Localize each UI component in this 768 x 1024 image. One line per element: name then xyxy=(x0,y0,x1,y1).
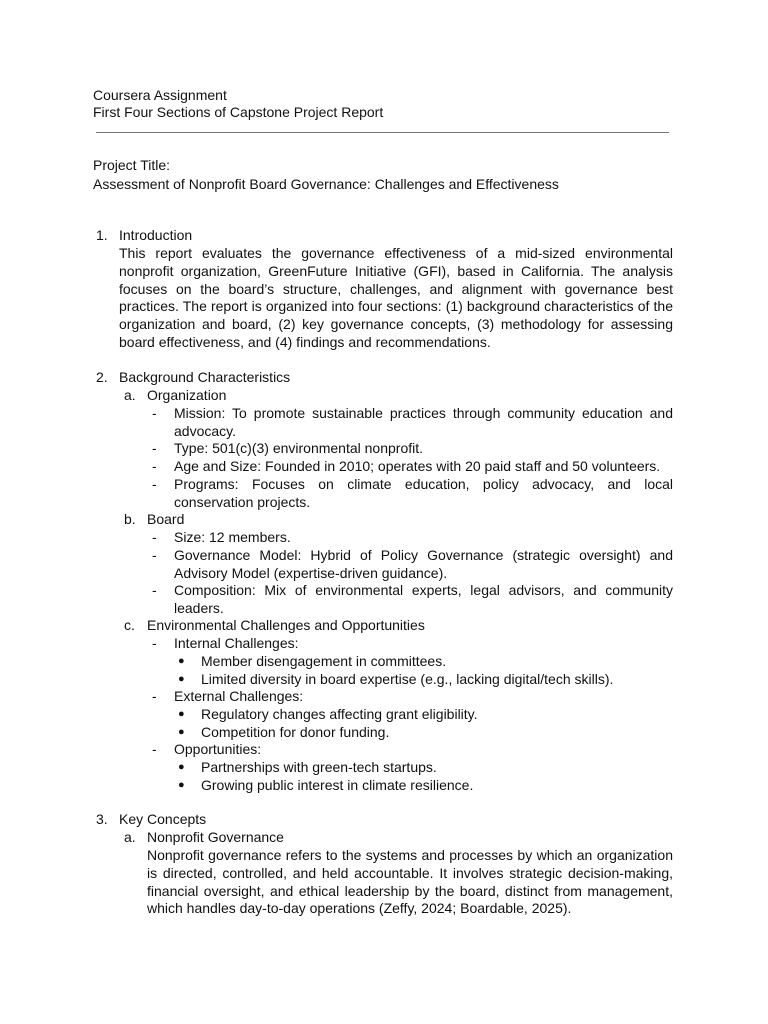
bullet-icon: ● xyxy=(178,655,185,667)
dash-marker: - xyxy=(152,529,157,545)
dash-marker: - xyxy=(152,741,157,757)
list-item-text: Mission: To promote sustainable practices through community education and advocacy. xyxy=(174,405,673,439)
list-item-text: Programs: Focuses on climate education, policy advocacy, and local conservation projects. xyxy=(174,476,673,510)
section-heading: Introduction xyxy=(119,227,193,243)
governance-paragraph: Nonprofit governance refers to the systems and processes by which an organization is directed, controlled, and held accountable. It involves strategic decision-making, financial oversight, and ethical leadership by the board, distinct from management, which handles day-to-day operations (Zeffy, 2024; Boardable, 2025). xyxy=(147,847,673,917)
bullet-icon: ● xyxy=(178,726,185,738)
section-number: 2. xyxy=(96,369,108,385)
dash-marker: - xyxy=(152,458,157,474)
subsection-label-governance: Nonprofit Governance xyxy=(147,829,284,845)
opportunities-label: Opportunities: xyxy=(174,741,262,757)
list-item-text: Governance Model: Hybrid of Policy Governance (strategic oversight) and Advisory Model (expertise-driven guidance). xyxy=(174,547,673,581)
section-number: 3. xyxy=(96,811,108,827)
subsection-marker: b. xyxy=(124,511,136,527)
internal-challenges-label: Internal Challenges: xyxy=(174,635,299,651)
subsection-marker: a. xyxy=(124,829,136,845)
dash-marker: - xyxy=(152,405,157,421)
dash-marker: - xyxy=(152,476,157,492)
subsection-marker: a. xyxy=(124,387,136,403)
bullet-icon: ● xyxy=(178,761,185,773)
bullet-item-text: Limited diversity in board expertise (e.g., lacking digital/tech skills). xyxy=(201,671,614,687)
external-challenges-label: External Challenges: xyxy=(174,688,304,704)
subsection-label-board: Board xyxy=(147,511,185,527)
section-number: 1. xyxy=(96,227,108,243)
project-title: Assessment of Nonprofit Board Governance: Challenges and Effectiveness xyxy=(93,176,559,192)
dash-marker: - xyxy=(152,547,157,563)
dash-marker: - xyxy=(152,688,157,704)
subsection-marker: c. xyxy=(124,617,135,633)
header-line-subtitle: First Four Sections of Capstone Project Report xyxy=(93,104,384,120)
list-item-text: Age and Size: Founded in 2010; operates with 20 paid staff and 50 volunteers. xyxy=(174,458,661,474)
list-item-text: Size: 12 members. xyxy=(174,529,291,545)
introduction-paragraph: This report evaluates the governance effectiveness of a mid-sized environmental nonprofit organization, GreenFuture Initiative (GFI), based in California. The analysis focuses on the board’s structure, challenges, and alignment with governance best practices. The report is organized into four sections: (1) background characteristics of the organization and board, (2) key governance concepts, (3) methodology for assessing board effectiveness, and (4) findings and recommendations. xyxy=(119,245,673,350)
horizontal-divider xyxy=(96,132,669,133)
subsection-label-environment: Environmental Challenges and Opportunities xyxy=(147,617,425,633)
project-title-label: Project Title: xyxy=(93,157,171,173)
bullet-icon: ● xyxy=(178,779,185,791)
section-heading: Key Concepts xyxy=(119,811,207,827)
bullet-icon: ● xyxy=(178,673,185,685)
bullet-item-text: Partnerships with green-tech startups. xyxy=(201,759,437,775)
subsection-label-organization: Organization xyxy=(147,387,227,403)
bullet-item-text: Growing public interest in climate resilience. xyxy=(201,777,474,793)
dash-marker: - xyxy=(152,582,157,598)
list-item-text: Composition: Mix of environmental experts, legal advisors, and community leaders. xyxy=(174,582,673,616)
dash-marker: - xyxy=(152,440,157,456)
dash-marker: - xyxy=(152,635,157,651)
section-heading: Background Characteristics xyxy=(119,369,291,385)
list-item-text: Type: 501(c)(3) environmental nonprofit. xyxy=(174,440,424,456)
bullet-item-text: Regulatory changes affecting grant eligibility. xyxy=(201,706,478,722)
bullet-item-text: Competition for donor funding. xyxy=(201,724,390,740)
bullet-item-text: Member disengagement in committees. xyxy=(201,653,447,669)
header-line-course: Coursera Assignment xyxy=(93,87,227,103)
bullet-icon: ● xyxy=(178,708,185,720)
